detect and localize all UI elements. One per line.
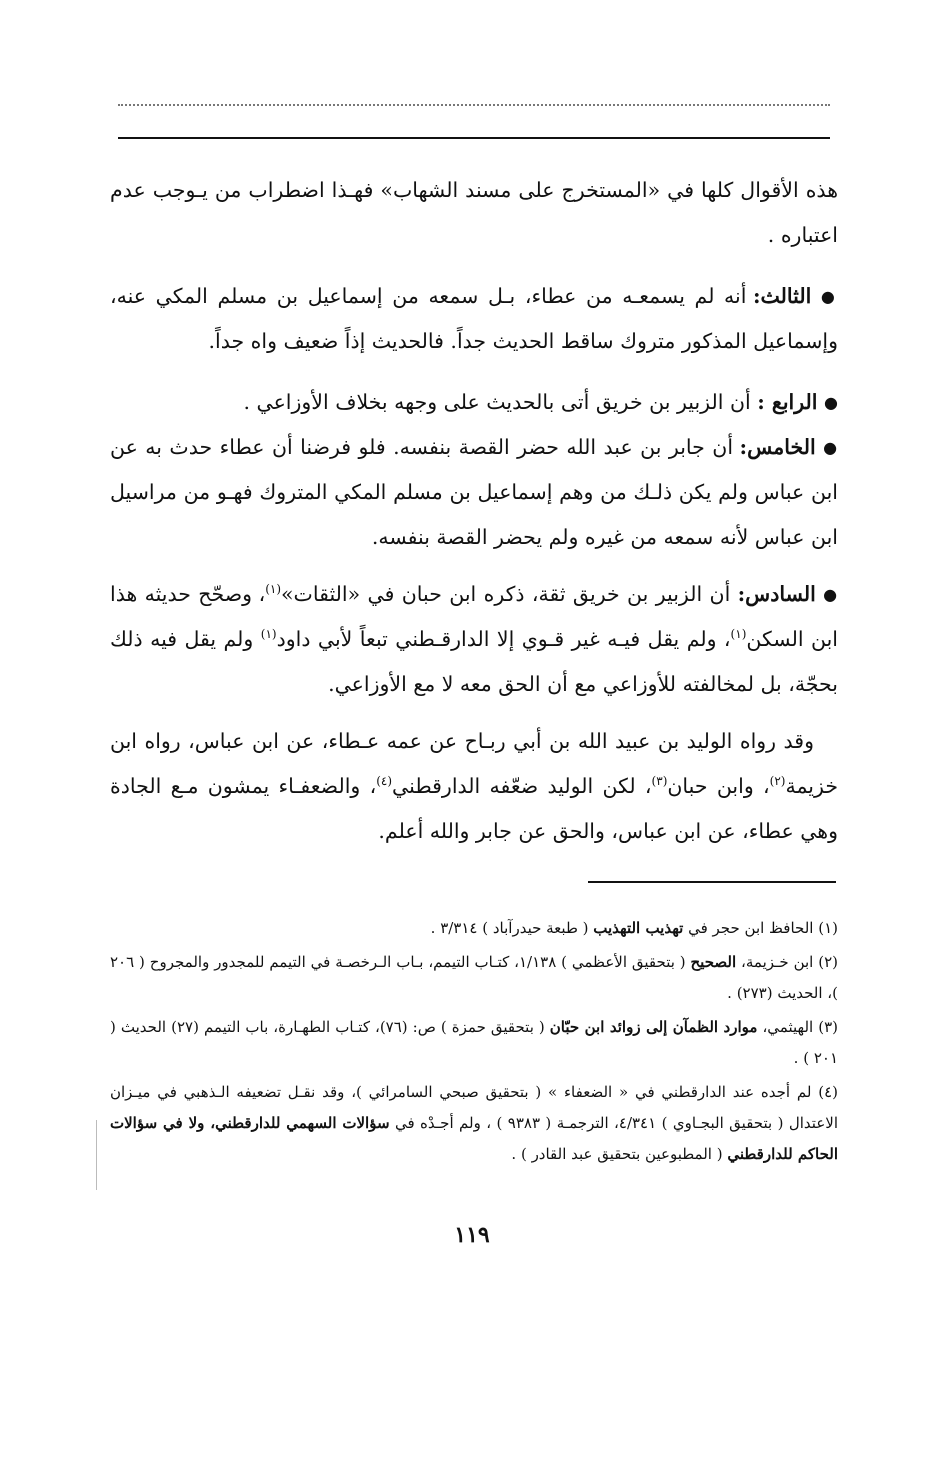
- footnote-separator: [588, 881, 836, 883]
- footnote-2: [110, 947, 838, 1009]
- footnote-text: (٣) الهيثمي،: [757, 1018, 838, 1036]
- footnote-source-title: تهذيب التهذيب: [593, 919, 684, 937]
- point-text: أنه لم يسمعـه من عطاء، بـل سمعه من إسماعيل بن مسلم المكي عنه، وإسماعيل المذكور متروك ساقط الحديث جداً. فالحديث إذاً ضعيف واه جداً.: [110, 284, 838, 353]
- header-dotted-line: [118, 104, 830, 106]
- bullet-icon: ●: [823, 585, 838, 604]
- paragraph-fifth-point: [110, 425, 838, 560]
- bullet-icon: ●: [823, 438, 838, 457]
- paragraph-third-point: [110, 274, 838, 364]
- footnote-source-title: سؤالات السهمي للدارقطني، ولا في سؤالات الحاكم للدارقطني: [110, 1114, 838, 1163]
- paragraph-fourth-point: [110, 380, 838, 425]
- footnote-source-title: موارد الظمآن إلى زوائد ابن حبّان: [549, 1018, 758, 1036]
- point-text: ، وصحّح حديثه هذا ابن السكن: [110, 582, 838, 651]
- footnote-ref: (٢): [769, 774, 786, 789]
- footnote-text: (٢) ابن خـزيمة،: [736, 953, 838, 971]
- point-text: أن الزبير بن خريق ثقة، ذكره ابن حبان في «الثقات»: [281, 582, 738, 606]
- margin-line: [96, 1120, 97, 1190]
- main-text: [110, 168, 838, 854]
- bullet-icon: ●: [824, 393, 838, 412]
- point-label: السادس:: [737, 582, 816, 606]
- paragraph-narration: [110, 719, 838, 854]
- footnote-ref: (١): [260, 627, 277, 642]
- footnotes: [110, 913, 838, 1173]
- point-text: أن جابر بن عبد الله حضر القصة بنفسه. فلو فرضنا أن عطاء حدث به عن ابن عباس ولم يكن ذلـك من وهم إسماعيل بن مسلم المكي المتروك فهـو من مراسيل ابن عباس لأنه سمعه من غيره ولم يحضر القصة بنفسه.: [110, 435, 838, 549]
- narration-text: وقد رواه الوليد بن عبيد الله بن أبي ربـاح عن عمه عـطاء، عن ابن عباس، رواه ابن خزيمة: [110, 729, 838, 798]
- point-text: ، ولم يقل فيـه غير قـوي إلا الدارقـطني تبعاً لأبي داود: [276, 627, 731, 651]
- footnote-1: [110, 913, 838, 944]
- footnote-text: ( طبعة حيدرآباد ) ٣/٣١٤ .: [430, 919, 594, 937]
- footnote-3: [110, 1012, 838, 1074]
- header-rule: [118, 137, 830, 139]
- paragraph-sixth-point: [110, 572, 838, 707]
- narration-text: ، وابن حبان: [667, 774, 770, 798]
- bullet-icon: ●: [820, 287, 838, 306]
- point-label: الرابع :: [757, 390, 818, 414]
- point-label: الثالث:: [752, 284, 812, 308]
- footnote-text: ( بتحقيق حمزة ) ص: (٧٦)، كتـاب الطهـارة، باب التيمم (٢٧) الحديث ( ٢٠١ ) .: [110, 1018, 838, 1067]
- page-number: ١١٩: [454, 1222, 490, 1248]
- footnote-source-title: الصحيح: [690, 953, 737, 971]
- footnote-ref: (١): [265, 582, 282, 597]
- narration-text: ، والضعفـاء يمشون مـع الجادة وهي عطاء، عن ابن عباس، والحق عن جابر والله أعلم.: [110, 774, 838, 843]
- footnote-ref: (٣): [651, 774, 668, 789]
- footnote-text: ( بتحقيق الأعظمي ) ١/١٣٨، كتـاب التيمم، بـاب الـرخصـة في التيمم للمجدور والمجروح ( ٢٠٦ )، الحديث (٢٧٣) .: [110, 953, 838, 1002]
- point-text: أن الزبير بن خريق أتى بالحديث على وجهه بخلاف الأوزاعي .: [243, 390, 758, 414]
- footnote-text: (١) الحافظ ابن حجر في: [683, 919, 838, 937]
- footnote-text: (٤) لم أجده عند الدارقطني في « الضعفاء » ( بتحقيق صبحي السامرائي )، وقد نقـل تضعيفه الـذهبي في ميـزان الاعتدال ( بتحقيق البجـاوي ) ٤/٣٤١، الترجمـة ( ٩٣٨٣ ) ، ولم أجـدْه في: [110, 1083, 839, 1132]
- footnote-ref: (١): [730, 627, 747, 642]
- narration-text: ، لكن الوليد ضعّفه الدارقطني: [392, 774, 652, 798]
- footnote-text: ( المطبوعين بتحقيق عبد القادر ) .: [511, 1145, 728, 1163]
- footnote-ref: (٤): [376, 774, 393, 789]
- point-text: ولم يقل فيه ذلك بحجّة، بل لمخالفته للأوزاعي مع أن الحق معه لا مع الأوزاعي.: [110, 627, 838, 696]
- point-label: الخامس:: [739, 435, 816, 459]
- paragraph-1: هذه الأقوال كلها في «المستخرج على مسند الشهاب» فهـذا اضطراب من يـوجب عدم اعتباره .: [110, 178, 838, 247]
- footnote-4: [110, 1077, 838, 1170]
